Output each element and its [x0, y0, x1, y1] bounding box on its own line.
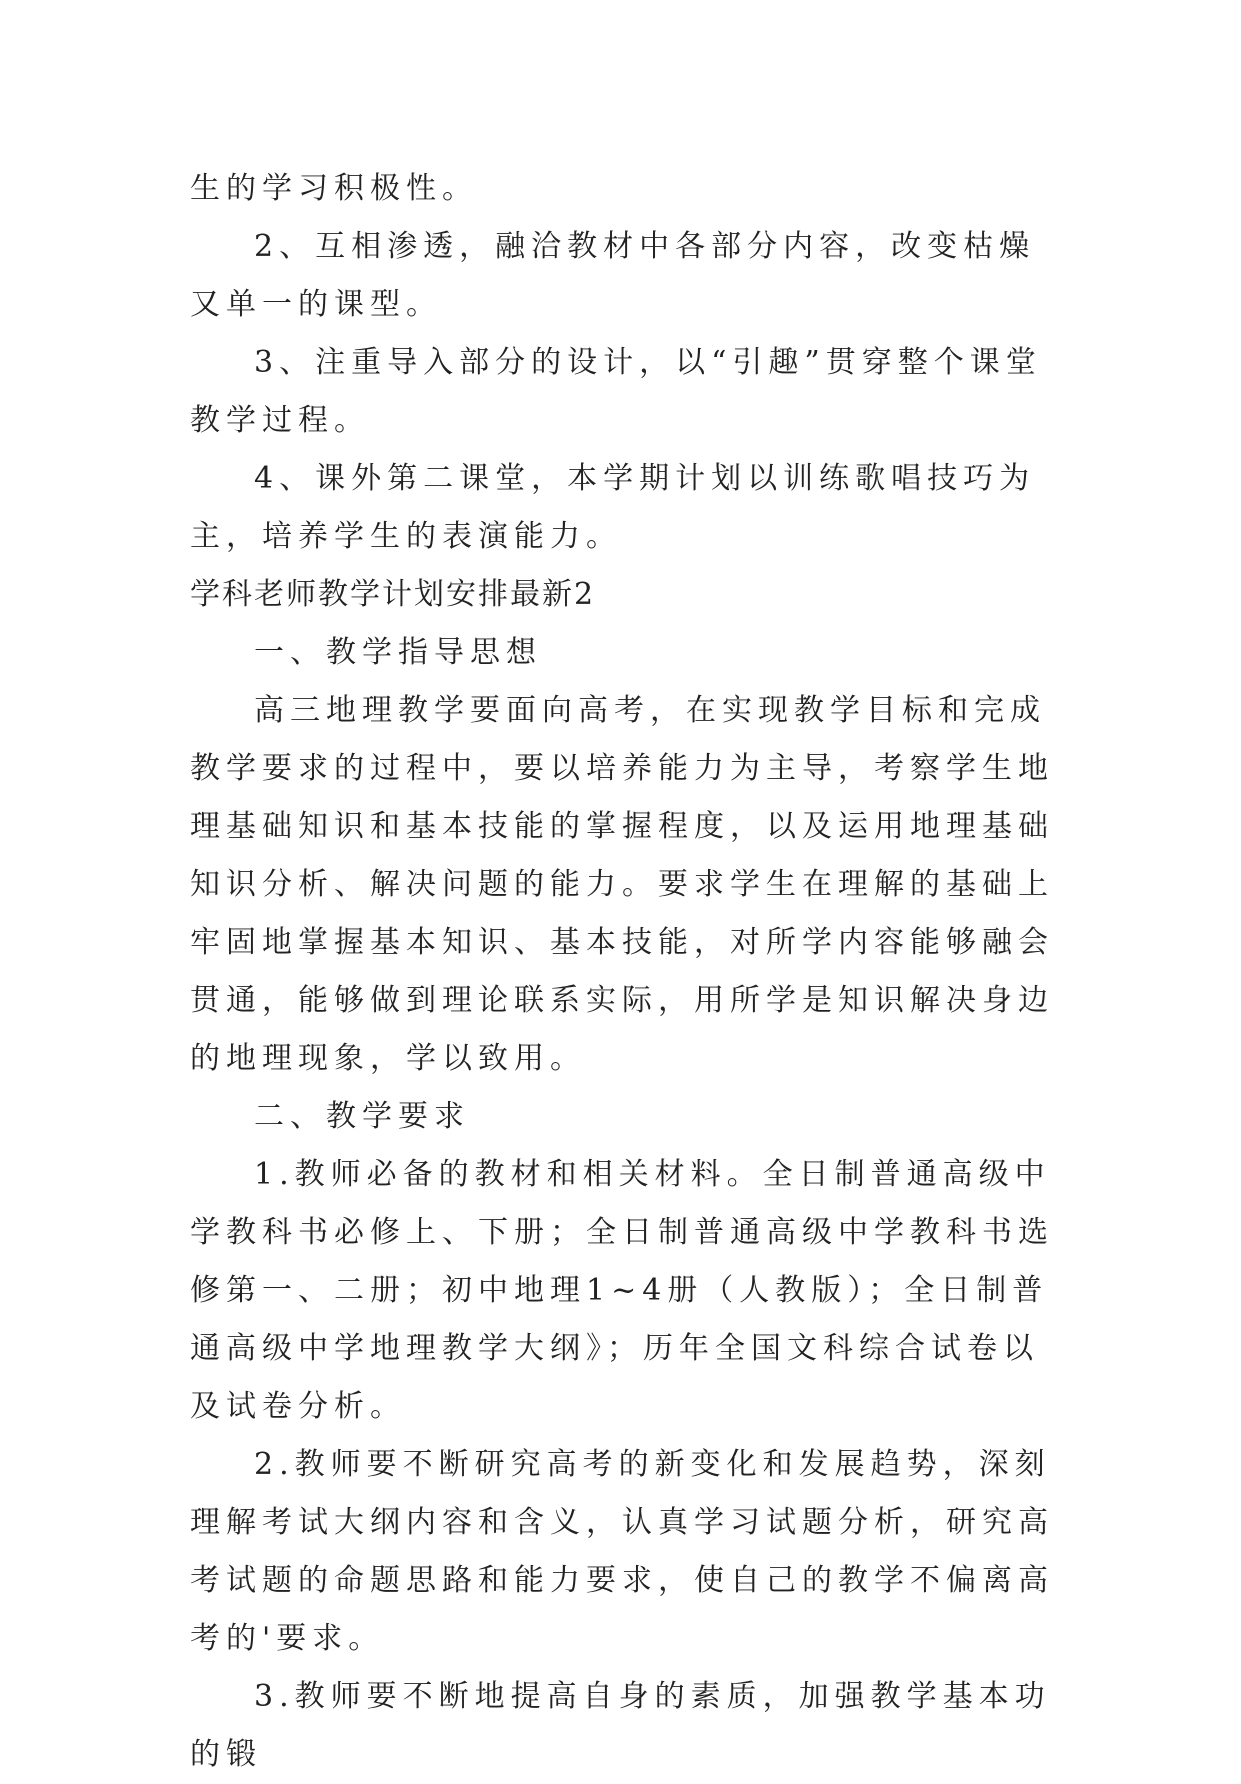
paragraph-item-3: 3、注重导入部分的设计，以“引趣”贯穿整个课堂教学过程。 — [190, 345, 1042, 438]
paragraph-item-4: 4、课外第二课堂，本学期计划以训练歌唱技巧为主，培养学生的表演能力。 — [190, 461, 1036, 554]
paragraph-requirement-2: 2.教师要不断研究高考的新变化和发展趋势，深刻理解考试大纲内容和含义，认真学习试题分析，研究高考试题的命题思路和能力要求，使自己的教学不偏离高考的'要求。 — [190, 1447, 1054, 1656]
paragraph-item-2: 2、互相渗透，融洽教材中各部分内容，改变枯燥又单一的课型。 — [190, 229, 1036, 322]
paragraph-requirement-1: 1.教师必备的教材和相关材料。全日制普通高级中学教科书必修上、下册；全日制普通高级中学教科书选修第一、二册；初中地理1~4册（人教版）；全日制普通高级中学地理教学大纲》；历年全国文科综合试卷以及试卷分析。 — [190, 1157, 1054, 1424]
heading-teaching-requirements: 二、教学要求 — [254, 1099, 470, 1134]
section-title: 学科老师教学计划安排最新2 — [190, 577, 596, 612]
document-body — [190, 160, 1070, 1784]
paragraph-requirement-3: 3.教师要不断地提高自身的素质，加强教学基本功的锻 — [190, 1679, 1051, 1772]
heading-teaching-guidance: 一、教学指导思想 — [254, 635, 542, 670]
paragraph-continuation: 生的学习积极性。 — [190, 171, 478, 206]
paragraph-guidance-body: 高三地理教学要面向高考，在实现教学目标和完成教学要求的过程中，要以培养能力为主导，考察学生地理基础知识和基本技能的掌握程度，以及运用地理基础知识分析、解决问题的能力。要求学生在理解的基础上牢固地掌握基本知识、基本技能，对所学内容能够融会贯通，能够做到理论联系实际，用所学是知识解决身边的地理现象，学以致用。 — [190, 693, 1054, 1076]
